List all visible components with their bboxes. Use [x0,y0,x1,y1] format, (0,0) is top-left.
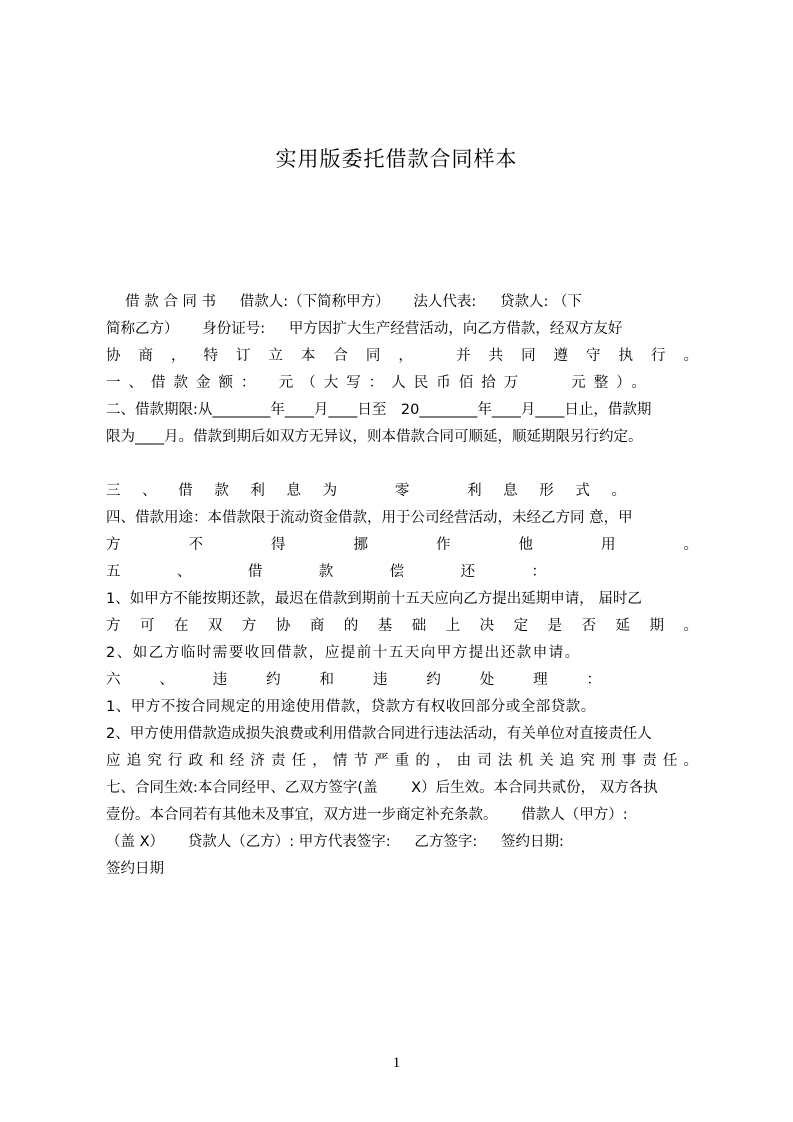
document-body [106,289,698,883]
text-line: 五、借款偿还： [106,564,546,580]
text-line: 2、甲方使用借款造成损失浪费或利用借款合同进行违法活动，有关单位对直接责任人 [106,726,652,742]
text-line: 二、借款期限:从________年____月____日至 20________年____月____日止，借款期 [106,402,652,418]
text-line: 方不得挪作他用。 [106,537,698,553]
text-line: 协商，特订立本合同， 并共同遵守执行。 [106,348,698,364]
text-line: 限为____月。借款到期后如双方无异议，则本借款合同可顺延，顺延期限另行约定。 [106,429,643,445]
text-line: 三、借款利息为 零 利息形式。 [106,483,626,499]
text-line: 签约日期 [106,861,164,877]
text-line: 借 款 合 同 书 借款人:（下简称甲方） 法人代表: 贷款人: （下 [106,294,582,310]
text-line: 2、如乙方临时需要收回借款，应提前十五天向甲方提出还款申请。 [106,645,581,661]
text-line: 四、借款用途：本借款限于流动资金借款，用于公司经营活动，未经乙方同 意，甲 [106,510,633,526]
text-line: 1、如甲方不能按期还款，最迟在借款到期前十五天应向乙方提出延期申请， 届时乙 [106,591,642,607]
text-line: 简称乙方） 身份证号: 甲方因扩大生产经营活动，向乙方借款，经双方友好 [106,321,623,337]
text-line: 方可在双方协商的基础上决定是否延期。 [106,618,698,634]
blank-line [106,451,698,478]
document-title: 实用版委托借款合同样本 [275,147,518,171]
text-line: 应追究行政和经济责任，情节严重的，由司法机关追究刑事责任。 [106,753,698,769]
text-line: 一、借款金额： 元（大写：人民币佰拾万 元整）。 [106,375,646,391]
text-line: 七、合同生效:本合同经甲、乙双方签字(盖 X）后生效。本合同共贰份， 双方各执 [106,780,658,796]
text-line: 1、甲方不按合同规定的用途使用借款，贷款方有权收回部分或全部贷款。 [106,699,596,715]
text-line: （盖 X） 贷款人（乙方）: 甲方代表签字: 乙方签字: 签约日期: [106,834,564,850]
page-number: 1 [392,1055,401,1071]
text-line: 六、违约和违约处理： [106,672,601,688]
text-line: 壹份。本合同若有其他未及事宜，双方进一步商定补充条款。 借款人（甲方）: [106,807,628,823]
